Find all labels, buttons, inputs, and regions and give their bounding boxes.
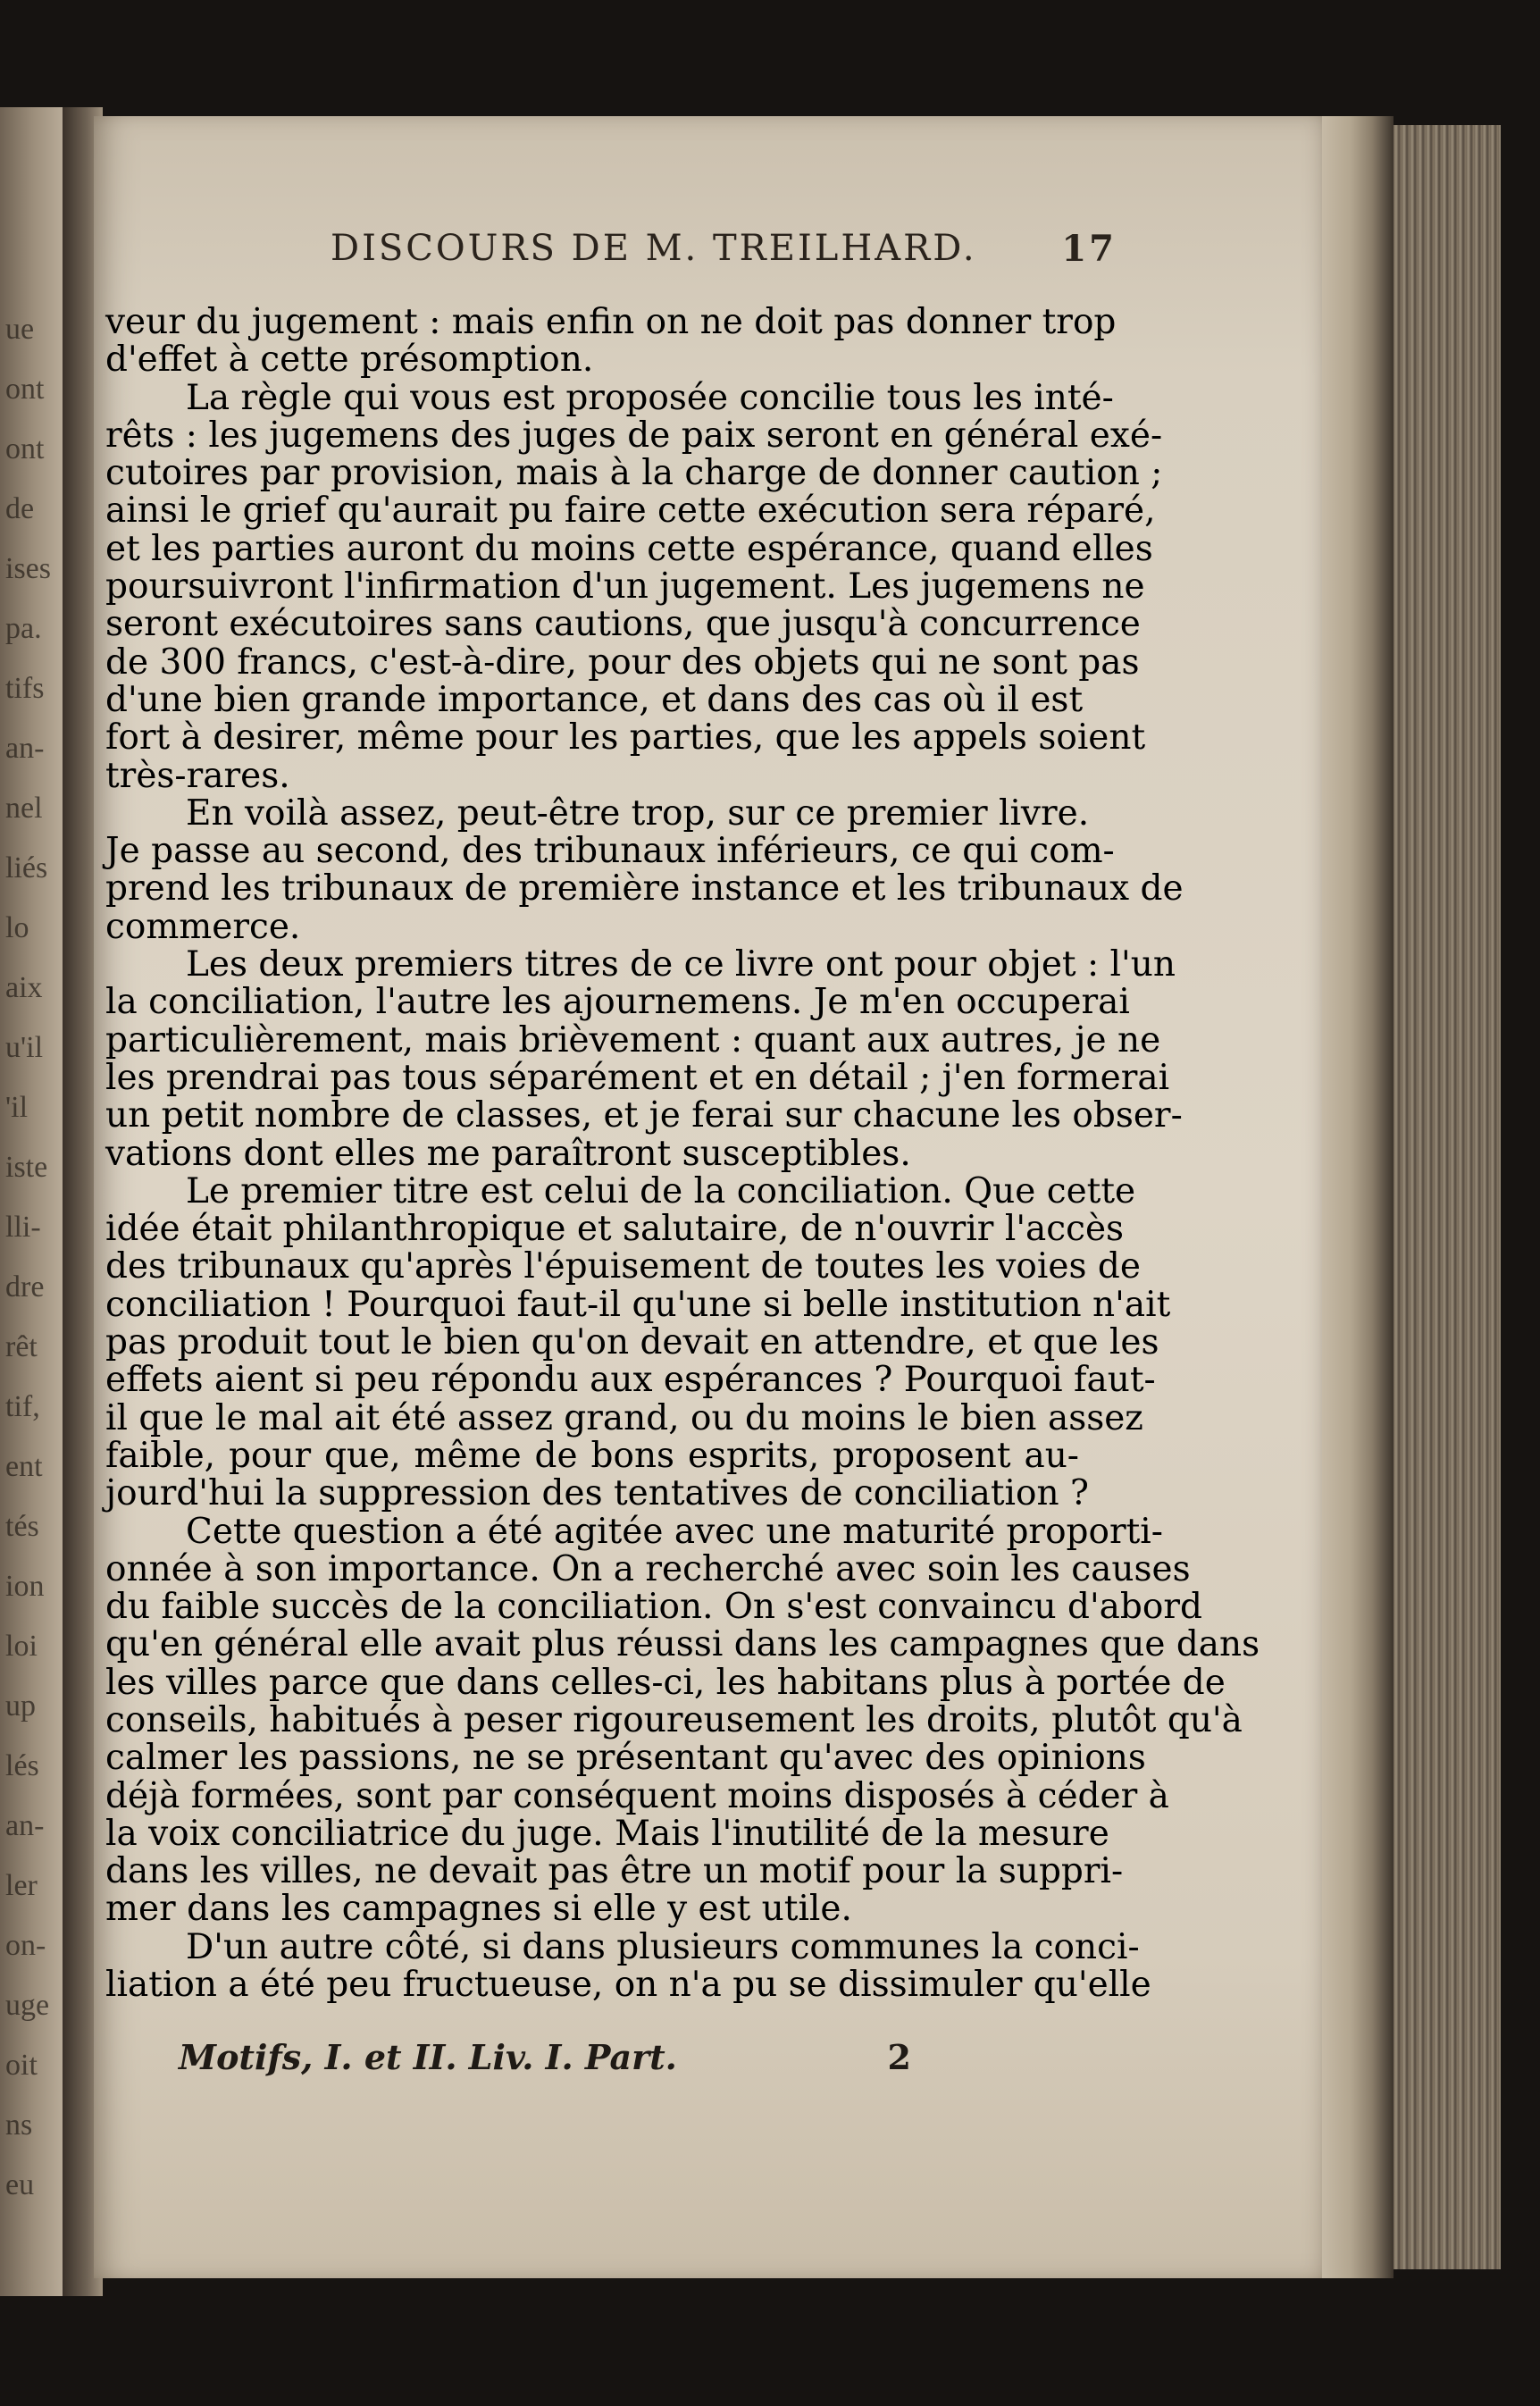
- text-line: les prendrai pas tous séparément et en détail ; j'en formerai: [105, 1057, 1170, 1098]
- text-line: un petit nombre de classes, et je ferai sur chacune les obser-: [105, 1095, 1183, 1136]
- text-line: idée était philanthropique et salutaire, de n'ouvrir l'accès: [105, 1209, 1125, 1250]
- signature-line: [179, 2037, 911, 2082]
- text-line: d'effet à cette présomption.: [105, 340, 594, 381]
- signature-number: 2: [887, 2037, 911, 2077]
- text-line: d'une bien grande importance, et dans des cas où il est: [105, 679, 1084, 720]
- text-line: calmer les passions, ne se présentant qu'avec des opinions: [105, 1738, 1146, 1779]
- left-page-fragment: eu: [5, 2168, 35, 2201]
- left-page-fragment: on-: [5, 1929, 46, 1962]
- text-line: particulièrement, mais brièvement : quant aux autres, je ne: [105, 1019, 1161, 1060]
- left-page-fragment: tifs: [5, 672, 45, 705]
- left-page-fragment: 'il: [5, 1091, 29, 1124]
- text-line: il que le mal ait été assez grand, ou du moins le bien assez: [105, 1397, 1143, 1438]
- left-page-fragment: loi: [5, 1630, 38, 1663]
- body-text: [105, 302, 1260, 2006]
- text-line: En voilà assez, peut-être trop, sur ce premier livre.: [186, 792, 1090, 834]
- text-line: la conciliation, l'autre les ajournemens. Je m'en occuperai: [105, 982, 1130, 1023]
- text-line: faible, pour que, même de bons esprits, proposent au-: [105, 1435, 1079, 1476]
- left-page-edge: [0, 107, 63, 2296]
- stacked-page-edges: [1394, 125, 1501, 2269]
- left-page-fragment: nel: [5, 792, 43, 825]
- left-page-fragment: pa.: [5, 612, 42, 645]
- text-line: conciliation ! Pourquoi faut-il qu'une si belle institution n'ait: [105, 1284, 1171, 1325]
- left-page-fragment: ue: [5, 313, 35, 346]
- text-line: dans les villes, ne devait pas être un motif pour la suppri-: [105, 1851, 1124, 1892]
- text-line: Le premier titre est celui de la conciliation. Que cette: [186, 1170, 1136, 1211]
- left-page-fragment: oit: [5, 2049, 38, 2082]
- left-page-fragment: lés: [5, 1749, 39, 1782]
- left-page-fragment: an-: [5, 732, 45, 765]
- text-line: effets aient si peu répondu aux espérances ? Pourquoi faut-: [105, 1360, 1156, 1401]
- text-line: Cette question a été agitée avec une maturité proporti-: [186, 1511, 1163, 1552]
- left-page-fragment: ont: [5, 373, 45, 406]
- left-page-fragment: an-: [5, 1809, 45, 1842]
- left-page-fragment: rêt: [5, 1330, 38, 1363]
- signature-mark: Motifs, I. et II. Liv. I. Part.: [179, 2037, 677, 2077]
- text-line: les villes parce que dans celles-ci, les habitans plus à portée de: [105, 1662, 1226, 1703]
- page-edge-right: [1322, 116, 1394, 2278]
- text-line: rêts : les jugemens des juges de paix seront en général exé-: [105, 415, 1163, 456]
- text-line: très-rares.: [105, 755, 290, 796]
- left-page-fragment: iste: [5, 1151, 48, 1184]
- text-line: cutoires par provision, mais à la charge de donner caution ;: [105, 453, 1163, 494]
- text-line: fort à desirer, même pour les parties, que les appels soient: [105, 717, 1146, 759]
- text-line: ainsi le grief qu'aurait pu faire cette exécution sera réparé,: [105, 490, 1156, 532]
- left-page-fragment: ises: [5, 552, 51, 585]
- running-head: [331, 228, 1117, 281]
- left-page-fragment: ns: [5, 2108, 33, 2142]
- text-line: de 300 francs, c'est-à-dire, pour des objets qui ne sont pas: [105, 641, 1140, 683]
- left-page-fragment: aix: [5, 971, 43, 1004]
- left-page-fragment: up: [5, 1689, 36, 1723]
- text-line: onnée à son importance. On a recherché avec soin les causes: [105, 1548, 1191, 1589]
- left-page-fragment: de: [5, 492, 35, 525]
- text-line: prend les tribunaux de première instance et les tribunaux de: [105, 868, 1184, 910]
- text-line: et les parties auront du moins cette espérance, quand elles: [105, 528, 1153, 569]
- running-head-title: DISCOURS DE M. TREILHARD.: [331, 228, 977, 269]
- left-page-fragment: dre: [5, 1270, 45, 1304]
- text-line: mer dans les campagnes si elle y est utile.: [105, 1889, 852, 1930]
- text-line: liation a été peu fructueuse, on n'a pu se dissimuler qu'elle: [105, 1965, 1151, 2006]
- text-line: D'un autre côté, si dans plusieurs communes la conci-: [186, 1926, 1140, 1967]
- text-line: seront exécutoires sans cautions, que jusqu'à concurrence: [105, 604, 1141, 645]
- left-page-fragment: liés: [5, 851, 48, 884]
- left-page-fragment: ent: [5, 1450, 43, 1483]
- left-page-fragment: ler: [5, 1869, 38, 1902]
- text-line: déjà formées, sont par conséquent moins disposés à céder à: [105, 1775, 1169, 1816]
- left-page-fragment: u'il: [5, 1031, 44, 1064]
- page-number: 17: [1061, 228, 1117, 270]
- left-page-fragment: tif,: [5, 1390, 40, 1423]
- text-line: vations dont elles me paraîtront susceptibles.: [105, 1133, 911, 1174]
- text-line: conseils, habitués à peser rigoureusement les droits, plutôt qu'à: [105, 1699, 1243, 1740]
- text-line: Les deux premiers titres de ce livre ont pour objet : l'un: [186, 944, 1176, 985]
- text-line: qu'en général elle avait plus réussi dans les campagnes que dans: [105, 1624, 1260, 1665]
- text-line: poursuivront l'infirmation d'un jugement. Les jugemens ne: [105, 566, 1145, 608]
- text-line: commerce.: [105, 906, 301, 947]
- text-line: Je passe au second, des tribunaux inférieurs, ce qui com-: [105, 831, 1115, 872]
- text-line: La règle qui vous est proposée concilie tous les inté-: [186, 377, 1114, 418]
- text-line: du faible succès de la conciliation. On s'est convaincu d'abord: [105, 1587, 1202, 1628]
- text-line: pas produit tout le bien qu'on devait en attendre, et que les: [105, 1322, 1159, 1363]
- text-line: la voix conciliatrice du juge. Mais l'inutilité de la mesure: [105, 1813, 1109, 1854]
- left-page-fragment: ion: [5, 1570, 45, 1603]
- left-page-fragment: uge: [5, 1989, 50, 2022]
- left-page-fragment: lo: [5, 911, 29, 944]
- left-page-fragment: ont: [5, 432, 45, 465]
- text-line: veur du jugement : mais enfin on ne doit pas donner trop: [105, 302, 1117, 342]
- text-line: des tribunaux qu'après l'épuisement de toutes les voies de: [105, 1246, 1141, 1287]
- text-line: jourd'hui la suppression des tentatives de conciliation ?: [105, 1473, 1089, 1514]
- left-page-fragment: lli-: [5, 1211, 41, 1244]
- left-page-fragment: tés: [5, 1510, 39, 1543]
